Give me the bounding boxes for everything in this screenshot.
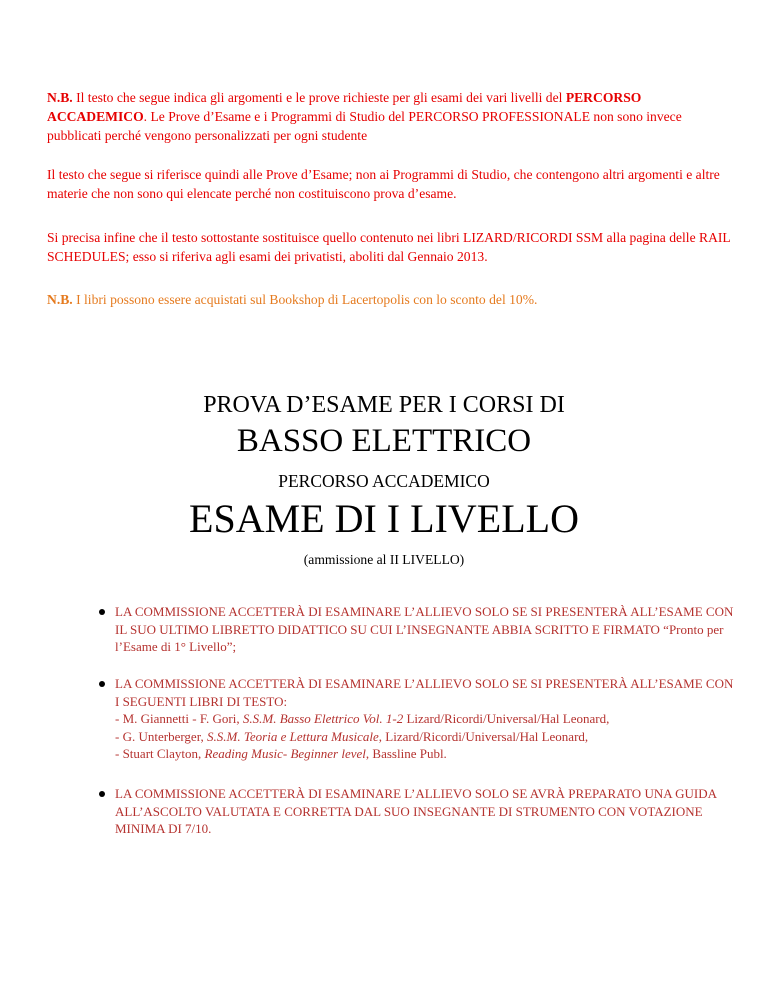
bullet-icon	[99, 681, 105, 687]
book-1-publisher: Lizard/Ricordi/Universal/Hal Leonard,	[403, 711, 610, 726]
nb-label: N.B.	[47, 292, 73, 307]
requirement-text-2: LA COMMISSIONE ACCETTERÀ DI ESAMINARE L’ALLIEVO SOLO SE SI PRESENTERÀ ALL’ESAME CON I SEGUENTI LIBRI DI TESTO:	[115, 676, 734, 709]
heading-exam-level: ESAME DI I LIVELLO	[189, 496, 579, 541]
note-paragraph-2: Il testo che segue si riferisce quindi alle Prove d’Esame; non ai Programmi di Studio, che contengono altri argomenti e altre materie che non sono qui elencate perché non costituiscono prova d’esame.	[47, 167, 720, 201]
book-3-authors: - Stuart Clayton,	[115, 746, 205, 761]
heading-course-name: BASSO ELETTRICO	[236, 423, 532, 459]
note-paragraph-3: Si precisa infine che il testo sottostante sostituisce quello contenuto nei libri LIZARD/RICORDI SSM alla pagina delle RAIL SCHEDULES; esso si riferiva agli esami dei privatisti, aboliti dal Gennaio 2013.	[47, 230, 731, 264]
bookshop-note	[47, 290, 737, 309]
requirement-list-1	[94, 603, 734, 656]
requirement-list-3	[94, 785, 734, 838]
book-2	[115, 729, 588, 744]
nb-label: N.B.	[47, 90, 73, 105]
percorso-accademico-bold: PERCORSO ACCADEMICO	[47, 90, 642, 124]
requirement-text-1: LA COMMISSIONE ACCETTERÀ DI ESAMINARE L’ALLIEVO SOLO SE SI PRESENTERÀ ALL’ESAME CON IL SUO ULTIMO LIBRETTO DIDATTICO SU CUI L’INSEGNANTE ABBIA SCRITTO E FIRMATO “Pronto per l’Esame di 1° Livello”;	[115, 604, 734, 654]
heading-admission-note: (ammissione al II LIVELLO)	[303, 552, 465, 567]
bullet-icon	[99, 791, 105, 797]
book-3-publisher: , Bassline Publ.	[365, 746, 447, 761]
book-2-authors: - G. Unterberger,	[115, 728, 208, 744]
book-2-title: S.S.M. Teoria e Lettura Musicale	[207, 728, 379, 744]
note-1-text-b: . Le Prove d’Esame e i Programmi di Studio del PERCORSO PROFESSIONALE non sono invece pubblicati perché vengono personalizzati per ogni studente	[47, 109, 682, 143]
book-2-publisher: , Lizard/Ricordi/Universal/Hal Leonard,	[378, 728, 589, 744]
bullet-icon	[99, 609, 105, 615]
book-3	[115, 746, 447, 761]
book-1-authors: - M. Giannetti - F. Gori,	[115, 711, 243, 726]
book-1-title: S.S.M. Basso Elettrico Vol. 1-2	[242, 711, 404, 726]
book-3-title: Reading Music- Beginner level	[204, 746, 366, 761]
book-1	[115, 711, 609, 726]
note-1-text-a: Il testo che segue indica gli argomenti e le prove richieste per gli esami dei vari livelli del	[72, 90, 566, 105]
note-paragraph-1	[47, 88, 737, 145]
list-item	[94, 603, 734, 656]
list-item	[94, 675, 734, 763]
list-item	[94, 785, 734, 838]
bookshop-note-text: I libri possono essere acquistati sul Bookshop di Lacertopolis con lo sconto del 10%.	[72, 292, 538, 307]
requirement-text-3: LA COMMISSIONE ACCETTERÀ DI ESAMINARE L’ALLIEVO SOLO SE AVRÀ PREPARATO UNA GUIDA ALL’ASCOLTO VALUTATA E CORRETTA DAL SUO INSEGNANTE DI STRUMENTO CON VOTAZIONE MINIMA DI 7/10.	[115, 786, 717, 836]
heading-path: PERCORSO ACCADEMICO	[278, 471, 490, 491]
requirement-list-2	[94, 675, 734, 763]
heading-exam-for-courses: PROVA D’ESAME PER I CORSI DI	[203, 392, 565, 418]
